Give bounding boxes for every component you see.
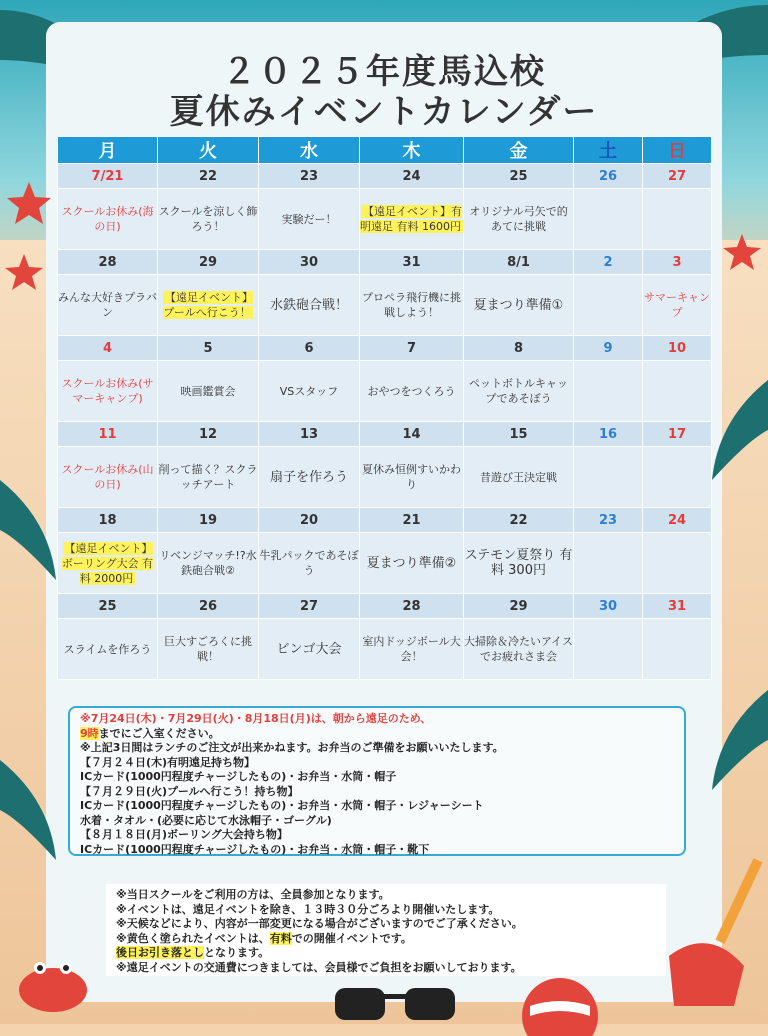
date-cell: 22	[158, 164, 259, 189]
event-row	[58, 619, 712, 680]
starfish-icon	[4, 252, 44, 292]
date-cell: 7	[360, 336, 464, 361]
event-cell	[574, 447, 643, 508]
sunglasses-icon	[330, 984, 460, 1024]
event-cell: スクールを涼しく飾ろう！	[158, 189, 259, 250]
date-row	[58, 250, 712, 275]
date-cell: 14	[360, 422, 464, 447]
event-cell	[574, 275, 643, 336]
event-cell-paid	[58, 533, 158, 594]
weekday-tue: 火	[158, 137, 259, 164]
date-cell: 3	[643, 250, 712, 275]
event-cell: VSスタッフ	[259, 361, 360, 422]
event-cell: 扇子を作ろう	[259, 447, 360, 508]
event-cell: オリジナル弓矢で的あてに挑戦	[464, 189, 574, 250]
title-calendar: 夏休みイベントカレンダー	[169, 92, 599, 132]
date-cell: 19	[158, 508, 259, 533]
event-calendar	[57, 136, 712, 680]
palm-leaf-icon	[712, 690, 768, 790]
date-cell: 26	[574, 164, 643, 189]
date-cell: 29	[464, 594, 574, 619]
event-cell: 水鉄砲合戦！	[259, 275, 360, 336]
date-cell: 23	[259, 164, 360, 189]
event-cell: 巨大すごろくに挑戦！	[158, 619, 259, 680]
event-row	[58, 447, 712, 508]
paid-event-label: 【遠足イベント】ボーリング大会 有料 2000円	[61, 541, 154, 585]
note-line: 【７月２９日(火)プールへ行こう！持ち物】	[80, 784, 299, 798]
event-cell: スクールお休み(サマーキャンプ)	[58, 361, 158, 422]
info-text: となります。	[204, 946, 270, 959]
excursion-notes	[68, 706, 686, 856]
date-cell: 18	[58, 508, 158, 533]
event-cell: スクールお休み(海の日)	[58, 189, 158, 250]
event-cell: プロペラ飛行機に挑戦しよう！	[360, 275, 464, 336]
weekday-sat: 土	[574, 137, 643, 164]
event-cell: ビンゴ大会	[259, 619, 360, 680]
date-cell: 2	[574, 250, 643, 275]
date-cell: 23	[574, 508, 643, 533]
palm-leaf-icon	[712, 380, 768, 480]
date-cell: 13	[259, 422, 360, 447]
event-cell-paid	[158, 275, 259, 336]
date-cell: 31	[360, 250, 464, 275]
date-cell: 25	[58, 594, 158, 619]
weekday-header-row	[58, 137, 712, 164]
title-school: ２０２５年度馬込校	[222, 52, 546, 92]
date-row	[58, 422, 712, 447]
starfish-icon	[6, 180, 52, 226]
date-row	[58, 164, 712, 189]
info-line: ※イベントは、遠足イベントを除き、１３時３０分ごろより開催いたします。	[116, 902, 500, 916]
date-cell: 27	[259, 594, 360, 619]
info-highlight: 後日お引き落とし	[116, 946, 204, 959]
event-cell: 映画鑑賞会	[158, 361, 259, 422]
date-cell: 28	[360, 594, 464, 619]
event-row	[58, 533, 712, 594]
event-cell	[574, 533, 643, 594]
info-line	[116, 946, 656, 961]
palm-leaf-icon	[0, 480, 56, 580]
date-cell: 17	[643, 422, 712, 447]
date-cell: 22	[464, 508, 574, 533]
paid-event-label: 【遠足イベント】プールへ行こう！	[163, 291, 253, 319]
event-cell	[643, 619, 712, 680]
event-cell: ペットボトルキャップであそぼう	[464, 361, 574, 422]
date-cell: 20	[259, 508, 360, 533]
event-cell	[643, 533, 712, 594]
note-line	[80, 727, 674, 742]
event-cell: 昔遊び王決定戦	[464, 447, 574, 508]
date-cell: 30	[259, 250, 360, 275]
event-cell	[574, 361, 643, 422]
weekday-wed: 水	[259, 137, 360, 164]
beach-ball-icon	[520, 976, 600, 1036]
event-cell	[643, 189, 712, 250]
date-cell: 5	[158, 336, 259, 361]
date-cell: 31	[643, 594, 712, 619]
event-cell	[643, 361, 712, 422]
event-cell: 夏まつり準備②	[360, 533, 464, 594]
date-cell: 6	[259, 336, 360, 361]
date-cell: 24	[360, 164, 464, 189]
date-cell: 9	[574, 336, 643, 361]
weekday-sun: 日	[643, 137, 712, 164]
date-cell: 15	[464, 422, 574, 447]
date-cell: 10	[643, 336, 712, 361]
event-cell: スライムを作ろう	[58, 619, 158, 680]
weekday-mon: 月	[58, 137, 158, 164]
event-cell	[574, 189, 643, 250]
event-cell: 室内ドッジボール大会！	[360, 619, 464, 680]
date-cell: 12	[158, 422, 259, 447]
note-line: ICカード(1000円程度チャージしたもの)・お弁当・水筒・帽子・靴下	[80, 842, 430, 856]
info-highlight: 有料	[269, 931, 292, 945]
event-cell: サマーキャンプ	[643, 275, 712, 336]
note-line: ※上記3日間はランチのご注文が出来かねます。お弁当のご準備をお願いいたします。	[80, 741, 504, 754]
note-highlight: 9時	[80, 726, 99, 740]
shovel-icon	[664, 856, 764, 1006]
event-cell: 実験だー！	[259, 189, 360, 250]
event-cell	[643, 447, 712, 508]
info-text: ※黄色く塗られたイベントは、	[116, 931, 270, 945]
event-cell: 夏休み恒例すいかわり	[360, 447, 464, 508]
event-cell: 牛乳パックであそぼう	[259, 533, 360, 594]
date-cell: 24	[643, 508, 712, 533]
event-row	[58, 189, 712, 250]
info-line: ※遠足イベントの交通費につきましては、会員様でご負担をお願いしております。	[116, 960, 522, 974]
date-cell: 30	[574, 594, 643, 619]
info-text: での開催イベントです。	[291, 931, 412, 945]
weekday-fri: 金	[464, 137, 574, 164]
note-line: ※7月24日(木)・7月29日(火)・8月18日(月)は、朝から遠足のため、	[80, 712, 432, 725]
weekday-thu: 木	[360, 137, 464, 164]
date-cell: 25	[464, 164, 574, 189]
paid-event-label: 【遠足イベント】有明遠足 有料 1600円	[360, 205, 462, 233]
date-cell: 26	[158, 594, 259, 619]
event-cell: 夏まつり準備①	[464, 275, 574, 336]
date-cell: 8/1	[464, 250, 574, 275]
info-line: ※当日スクールをご利用の方は、全員参加となります。	[116, 888, 390, 901]
date-row	[58, 508, 712, 533]
note-line: 水着・タオル・(必要に応じて水泳帽子・ゴーグル)	[80, 813, 332, 827]
date-cell: 29	[158, 250, 259, 275]
date-cell: 28	[58, 250, 158, 275]
event-cell: 大掃除＆冷たいアイスでお疲れさま会	[464, 619, 574, 680]
date-row	[58, 594, 712, 619]
note-line: 【８月１８日(月)ボーリング大会持ち物】	[80, 828, 288, 841]
event-cell-paid	[360, 189, 464, 250]
event-cell: リベンジマッチ!?水鉄砲合戦②	[158, 533, 259, 594]
event-cell: おやつをつくろう	[360, 361, 464, 422]
event-cell: みんな大好きプラバン	[58, 275, 158, 336]
general-info	[106, 884, 666, 976]
note-line: 【７月２４日(木)有明遠足持ち物】	[80, 755, 256, 769]
date-cell: 27	[643, 164, 712, 189]
event-cell: ステモン夏祭り 有料 300円	[464, 533, 574, 594]
note-line: ICカード(1000円程度チャージしたもの)・お弁当・水筒・帽子	[80, 770, 397, 783]
event-cell: 削って描く？スクラッチアート	[158, 447, 259, 508]
note-text: までにご入室ください。	[98, 726, 220, 740]
info-line	[116, 932, 656, 947]
event-row	[58, 275, 712, 336]
date-cell: 16	[574, 422, 643, 447]
note-line: ICカード(1000円程度チャージしたもの)・お弁当・水筒・帽子・レジャーシート	[80, 799, 484, 812]
date-cell: 7/21	[58, 164, 158, 189]
date-cell: 4	[58, 336, 158, 361]
crab-icon	[8, 940, 98, 1020]
event-row	[58, 361, 712, 422]
event-cell: スクールお休み(山の日)	[58, 447, 158, 508]
info-line: ※天候などにより、内容が一部変更になる場合がございますのでご了承ください。	[116, 917, 523, 930]
date-cell: 8	[464, 336, 574, 361]
event-cell	[574, 619, 643, 680]
date-row	[58, 336, 712, 361]
date-cell: 11	[58, 422, 158, 447]
date-cell: 21	[360, 508, 464, 533]
palm-leaf-icon	[0, 760, 56, 860]
starfish-icon	[722, 232, 762, 272]
